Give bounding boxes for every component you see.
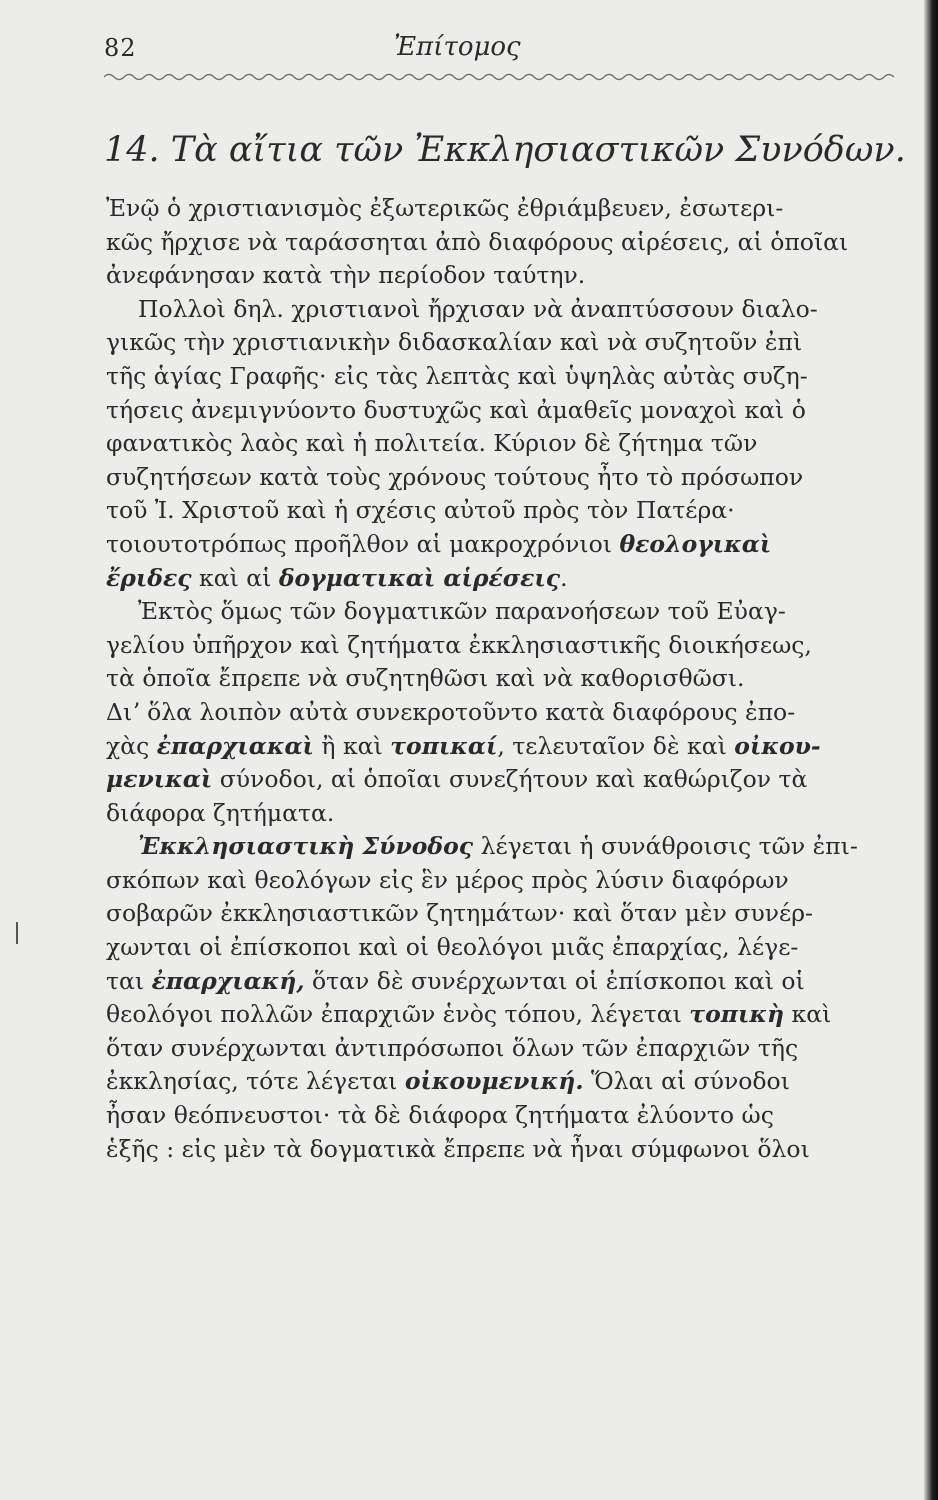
text-line <box>106 562 906 596</box>
text-line <box>106 730 906 764</box>
text-segment: τὰ ὁποῖα ἔπρεπε νὰ συζητηθῶσι καὶ νὰ καθορισθῶσι. <box>106 664 745 693</box>
text-segment: , τελευταῖον δὲ καὶ <box>497 731 735 760</box>
emphasized-term: θεολογικαὶ <box>619 529 772 558</box>
text-segment: καὶ αἱ <box>191 563 279 592</box>
text-line <box>106 293 906 327</box>
emphasized-term: οἰκουμενική. <box>404 1067 584 1096</box>
text-line <box>106 326 906 360</box>
page-edge-shadow <box>924 0 938 1500</box>
text-segment: τῆς ἁγίας Γραφῆς· εἰς τὰς λεπτὰς καὶ ὑψηλὰς αὐτὰς συζη- <box>106 361 808 390</box>
wavy-rule <box>104 70 894 84</box>
text-segment: τοιουτοτρόπως προῆλθον αἱ μακροχρόνιοι <box>106 529 620 558</box>
text-line <box>106 998 906 1032</box>
text-line <box>106 427 906 461</box>
text-segment: Πολλοὶ δηλ. χριστιανοὶ ἤρχισαν νὰ ἀναπτύσσουν διαλο- <box>138 294 818 323</box>
text-segment: σύνοδοι, αἱ ὁποῖαι συνεζήτουν καὶ καθώριζον τὰ <box>212 765 808 794</box>
text-segment: καὶ <box>784 1000 832 1029</box>
emphasized-term: οἰκου- <box>734 731 821 760</box>
text-line <box>106 360 906 394</box>
text-line <box>106 1133 906 1167</box>
emphasized-term: τοπικὴ <box>689 1000 785 1029</box>
emphasized-term: ἐπαρχιακή, <box>151 966 305 995</box>
text-segment: γελίου ὑπῆρχον καὶ ζητήματα ἐκκλησιαστικῆς διοικήσεως, <box>106 630 812 659</box>
text-line <box>106 259 906 293</box>
emphasized-term: ἐπαρχιακαὶ <box>156 731 314 760</box>
emphasized-term: ἔριδες <box>106 563 192 592</box>
text-segment: σοβαρῶν ἐκκλησιαστικῶν ζητημάτων· καὶ ὅταν μὲν συνέρ- <box>106 899 813 928</box>
text-line <box>106 461 906 495</box>
text-segment: θεολόγοι πολλῶν ἐπαρχιῶν ἑνὸς τόπου, λέγεται <box>106 1000 690 1029</box>
emphasized-term: δογματικαὶ αἱρέσεις <box>278 563 561 592</box>
text-segment: Ἐκτὸς ὅμως τῶν δογματικῶν παρανοήσεων τοῦ Εὐαγ- <box>138 597 786 626</box>
text-segment: Ὅλαι αἱ σύνοδοι <box>583 1067 790 1096</box>
text-segment: ται <box>106 966 152 995</box>
text-segment: γικῶς τὴν χριστιανικὴν διδασκαλίαν καὶ νὰ συζητοῦν ἐπὶ <box>106 328 803 357</box>
text-line <box>106 965 906 999</box>
chapter-title: 14. Τὰ αἴτια τῶν Ἐκκλησιαστικῶν Συνόδων. <box>104 130 906 170</box>
text-line <box>106 696 906 730</box>
running-title: Ἐπίτομος <box>394 32 521 62</box>
text-segment: . <box>560 563 568 592</box>
text-segment: διάφορα ζητήματα. <box>106 798 335 827</box>
text-line <box>106 830 906 864</box>
text-segment: φανατικὸς λαὸς καὶ ἡ πολιτεία. Κύριον δὲ ζήτημα τῶν <box>106 429 758 458</box>
text-line <box>106 528 906 562</box>
text-line <box>106 797 906 831</box>
text-segment: χὰς <box>106 731 157 760</box>
text-segment: ἀνεφάνησαν κατὰ τὴν περίοδον ταύτην. <box>106 261 586 290</box>
wavy-rule-line <box>104 75 894 80</box>
text-line <box>106 897 906 931</box>
text-segment: ἢ καὶ <box>313 731 391 760</box>
text-line <box>106 629 906 663</box>
text-line <box>106 864 906 898</box>
text-line <box>106 1065 906 1099</box>
text-line <box>106 595 906 629</box>
emphasized-term: τοπικαί <box>390 731 498 760</box>
text-segment: ἐκκλησίας, τότε λέγεται <box>106 1067 405 1096</box>
page-header <box>104 28 894 68</box>
text-segment: κῶς ἤρχισε νὰ ταράσσηται ἀπὸ διαφόρους αἱρέσεις, αἱ ὁποῖαι <box>106 227 849 256</box>
emphasized-term: Ἐκκλησιαστικὴ Σύνοδος <box>138 832 474 861</box>
text-line <box>106 662 906 696</box>
body-text <box>106 192 906 1166</box>
page-number: 82 <box>104 34 137 62</box>
text-line <box>106 1032 906 1066</box>
text-line <box>106 226 906 260</box>
emphasized-term: μενικαὶ <box>106 765 213 794</box>
text-segment: ὅταν δὲ συνέρχωνται οἱ ἐπίσκοποι καὶ οἱ <box>304 966 805 995</box>
text-line <box>106 763 906 797</box>
text-segment: ὅταν συνέρχωνται ἀντιπρόσωποι ὅλων τῶν ἐπαρχιῶν τῆς <box>106 1033 799 1062</box>
text-segment: χωνται οἱ ἐπίσκοποι καὶ οἱ θεολόγοι μιᾶς ἐπαρχίας, λέγε- <box>106 933 799 962</box>
text-segment: συζητήσεων κατὰ τοὺς χρόνους τούτους ἦτο τὸ πρόσωπον <box>106 462 804 491</box>
text-line <box>106 1099 906 1133</box>
text-line <box>106 494 906 528</box>
text-segment: Ἐνῷ ὁ χριστιανισμὸς ἐξωτερικῶς ἐθριάμβευεν, ἐσωτερι- <box>106 194 784 222</box>
text-line <box>106 931 906 965</box>
margin-mark <box>16 922 18 944</box>
text-segment: λέγεται ἡ συνάθροισις τῶν ἐπι- <box>473 832 858 861</box>
text-line <box>106 394 906 428</box>
text-segment: ἑξῆς : εἰς μὲν τὰ δογματικὰ ἔπρεπε νὰ ἦναι σύμφωνοι ὅλοι <box>106 1134 810 1163</box>
text-segment: τήσεις ἀνεμιγνύοντο δυστυχῶς καὶ ἀμαθεῖς μοναχοὶ καὶ ὁ <box>106 395 806 424</box>
text-segment: τοῦ Ἰ. Χριστοῦ καὶ ἡ σχέσις αὐτοῦ πρὸς τὸν Πατέρα· <box>106 496 735 525</box>
text-line <box>106 192 906 226</box>
text-segment: ἦσαν θεόπνευστοι· τὰ δὲ διάφορα ζητήματα ἐλύοντο ὡς <box>106 1101 774 1130</box>
text-segment: Διʼ ὅλα λοιπὸν αὐτὰ συνεκροτοῦντο κατὰ διαφόρους ἐπο- <box>106 697 796 726</box>
text-segment: σκόπων καὶ θεολόγων εἰς ἓν μέρος πρὸς λύσιν διαφόρων <box>106 865 789 894</box>
